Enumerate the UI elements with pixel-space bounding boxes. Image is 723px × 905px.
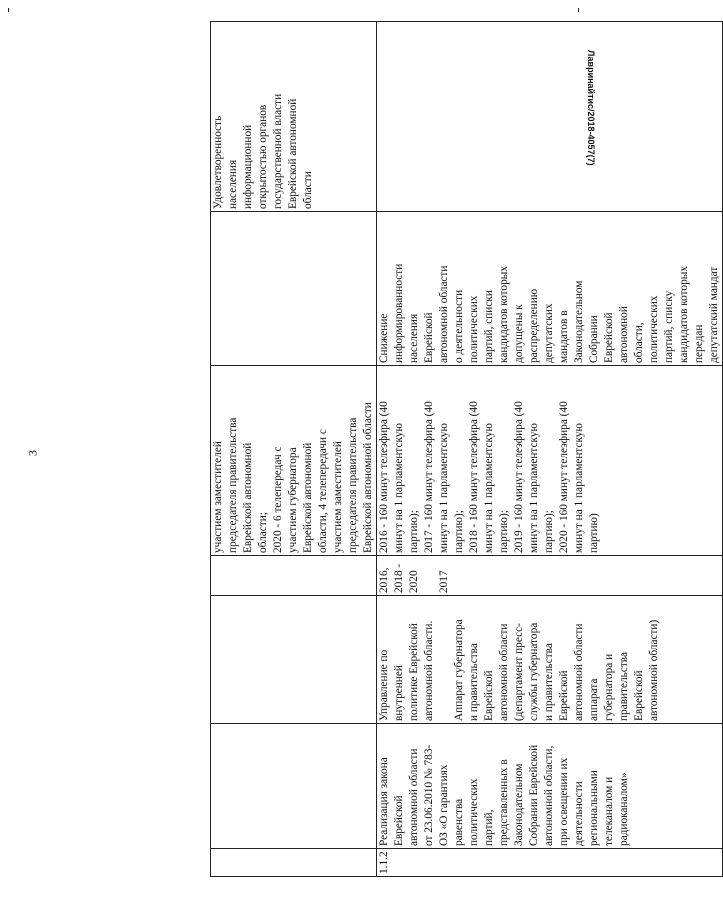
cell-consequences xyxy=(211,212,377,366)
cell-result: 2016 - 160 минут телеэфира (40 минут на 1 парламентскую партию); 2017 - 160 минут телеэфира (40 минут на 1 парламентскую партию); 2018 - 160 минут телеэфира (40 минут на 1 парламентскую партию); 2019 - 160 минут телеэфира (40 минут на 1 парламентскую партию); 2020 - 160 минут телеэфира (40 минут на 1 парламентскую партию) xyxy=(377,366,723,556)
cell-period: 2016, 2018 - 2020 2017 xyxy=(377,556,723,596)
page-number: 3 xyxy=(25,449,40,456)
scan-mark xyxy=(578,8,579,12)
cell-result: участием заместителей председателя правительства Еврейской автономной области; 2020 - 6 телепередач с участием губернатора Еврейской автономной области, 4 телепередачи с участием заместителей председателя правительства Еврейской автономной области xyxy=(211,366,377,556)
table-row-1-1-2 xyxy=(377,22,723,877)
cell-period xyxy=(211,556,377,596)
table-row-continued xyxy=(211,22,377,877)
cell-consequences: Снижение информированности населения Еврейской автономной области о деятельности политических партий, списки кандидатов которых допущены к распределению депутатских мандатов в Законодательном Собрании Еврейской автономной области, политических партий, списку кандидатов которых передан депутатский мандат xyxy=(377,212,723,366)
scan-mark xyxy=(8,8,9,12)
cell-executor xyxy=(211,596,377,724)
cell-indicator xyxy=(377,22,723,212)
cell-activity xyxy=(211,724,377,849)
cell-executor: Управление по внутренней политике Еврейской автономной области. Аппарат губернатора и правительства Еврейской автономной области (департамент пресс- службы губернатора и правительства Еврейской автономной области аппарата губернатора и правительства Еврейской автономной области) xyxy=(377,596,723,724)
document-side-code: Лавринайтис/2018-4057(7) xyxy=(586,50,596,166)
cell-indicator: Удовлетворенность населения информационной открытостью органов государственной власти Еврейской автономной области xyxy=(211,22,377,212)
cell-number: 1.1.2 xyxy=(377,849,723,877)
program-activities-table xyxy=(210,21,723,877)
cell-activity: Реализация закона Еврейской автономной области от 23.06.2010 № 783- ОЗ «О гарантиях равенства политических партий, представленных в Законодательном Собрании Еврейской автономной области, при освещении их деятельности региональными телеканалом и радиоканалом» xyxy=(377,724,723,849)
cell-number xyxy=(211,849,377,877)
